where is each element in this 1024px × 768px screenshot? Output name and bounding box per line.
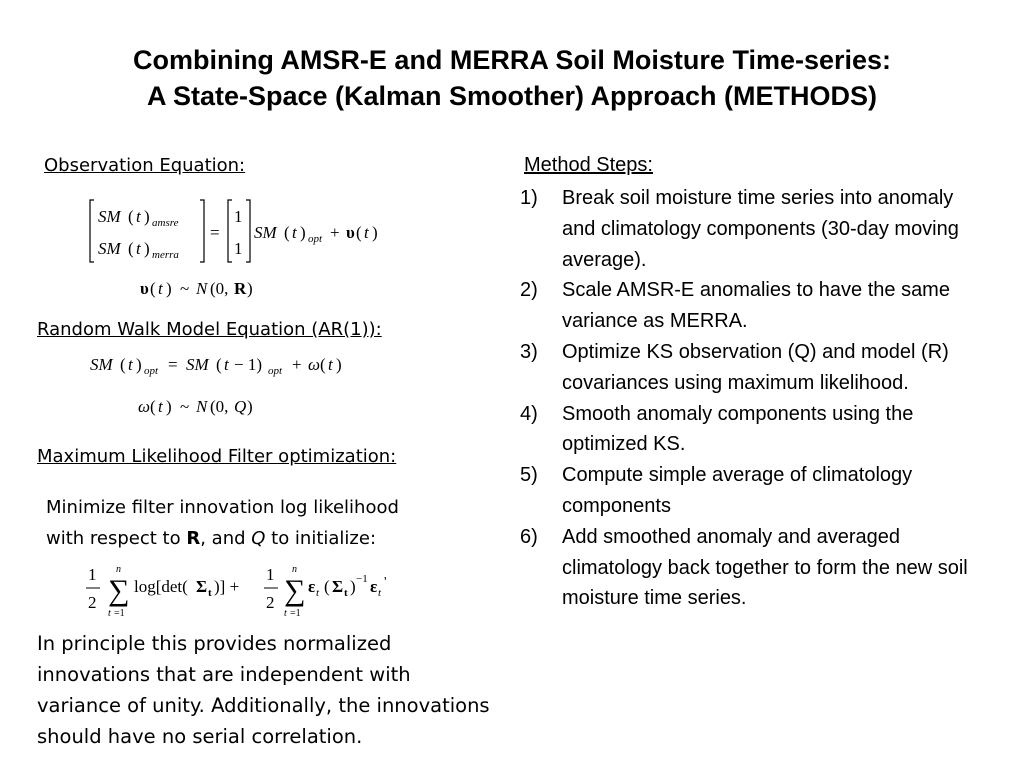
svg-text:(: ( xyxy=(324,577,330,596)
svg-text:t: t xyxy=(378,587,382,599)
method-step xyxy=(520,399,990,461)
svg-text:t: t xyxy=(136,239,141,258)
ml-text-part: to initialize: xyxy=(265,528,377,549)
svg-text:SM: SM xyxy=(90,355,113,374)
step-text: Compute simple average of climatology components xyxy=(562,464,913,517)
svg-text:− 1): − 1) xyxy=(234,355,262,374)
svg-text:t: t xyxy=(364,223,369,242)
svg-text:': ' xyxy=(384,575,387,590)
step-number: 3) xyxy=(520,340,538,363)
svg-text:t: t xyxy=(108,608,111,619)
principle-line: In principle this provides normalized xyxy=(37,632,392,655)
ml-line-1: Minimize filter innovation log likelihood xyxy=(46,497,399,518)
random-walk-equation xyxy=(86,350,386,422)
svg-text:): ) xyxy=(166,279,172,298)
method-step xyxy=(520,183,990,275)
step-number: 2) xyxy=(520,279,538,302)
svg-text:): ) xyxy=(247,279,253,298)
svg-text:): ) xyxy=(336,355,342,374)
svg-text:=1: =1 xyxy=(290,608,301,619)
svg-text:(0,: (0, xyxy=(210,397,229,416)
method-steps-list xyxy=(520,183,990,614)
svg-text:t: t xyxy=(292,223,297,242)
svg-text:): ) xyxy=(136,355,142,374)
svg-text:opt: opt xyxy=(308,233,323,245)
title-line-2: A State-Space (Kalman Smoother) Approach (METHODS) xyxy=(146,81,878,111)
ml-text-bold-r: R xyxy=(186,528,201,549)
svg-text:(: ( xyxy=(128,207,134,226)
svg-text:ω: ω xyxy=(308,355,321,374)
method-step xyxy=(520,522,990,614)
svg-text:υ: υ xyxy=(140,279,149,298)
svg-text:)] +: )] + xyxy=(214,577,240,596)
svg-text:N: N xyxy=(196,397,208,416)
svg-text:+: + xyxy=(292,355,302,374)
svg-text:=: = xyxy=(168,355,178,374)
svg-text:): ) xyxy=(350,577,356,596)
step-text: Break soil moisture time series into anomaly and climatology components (30-day moving average). xyxy=(562,187,959,271)
ml-text-part: with respect to xyxy=(46,528,187,549)
svg-text:t: t xyxy=(158,397,163,416)
method-step xyxy=(520,337,990,399)
method-step xyxy=(520,275,990,337)
svg-text:(: ( xyxy=(120,355,126,374)
svg-text:2: 2 xyxy=(266,593,275,612)
svg-text:): ) xyxy=(144,239,150,258)
svg-text:−1: −1 xyxy=(356,573,368,585)
principle-line: should have no serial correlation. xyxy=(37,725,363,748)
svg-text:): ) xyxy=(144,207,150,226)
svg-text:+: + xyxy=(330,223,340,242)
method-steps-heading: Method Steps: xyxy=(524,154,653,176)
svg-text:n: n xyxy=(292,564,297,575)
ml-line-2 xyxy=(46,523,399,554)
svg-text:(: ( xyxy=(284,223,290,242)
step-text: Smooth anomaly components using the optimized KS. xyxy=(562,402,914,456)
svg-text:t: t xyxy=(344,587,348,599)
svg-text:): ) xyxy=(300,223,306,242)
svg-text:(: ( xyxy=(150,279,156,298)
svg-text:(: ( xyxy=(150,397,156,416)
svg-text:amsre: amsre xyxy=(152,217,179,229)
step-number: 6) xyxy=(520,525,538,548)
svg-text:n: n xyxy=(116,564,121,575)
svg-text:t: t xyxy=(208,587,212,599)
svg-text:∑: ∑ xyxy=(284,574,306,607)
svg-text:): ) xyxy=(247,397,253,416)
svg-text:Q: Q xyxy=(234,397,247,416)
svg-text:ε: ε xyxy=(308,577,316,596)
svg-text:ε: ε xyxy=(370,577,378,596)
svg-text:): ) xyxy=(166,397,172,416)
svg-text:(: ( xyxy=(320,355,326,374)
svg-text:1: 1 xyxy=(266,565,275,584)
step-number: 5) xyxy=(520,464,538,487)
ml-text-italic-q: Q xyxy=(251,528,266,549)
max-likelihood-description xyxy=(46,492,399,554)
svg-text:log[det(: log[det( xyxy=(134,577,188,596)
svg-text:SM: SM xyxy=(254,223,277,242)
svg-text:SM: SM xyxy=(98,207,121,226)
svg-text:∑: ∑ xyxy=(108,574,130,607)
svg-text:=1: =1 xyxy=(114,608,125,619)
principle-line: variance of unity. Additionally, the innovations xyxy=(37,694,490,717)
svg-text:opt: opt xyxy=(144,365,159,377)
step-number: 4) xyxy=(520,402,538,425)
svg-text:(: ( xyxy=(356,223,362,242)
svg-text:Σ: Σ xyxy=(332,577,344,596)
step-text: Scale AMSR-E anomalies to have the same variance as MERRA. xyxy=(562,279,950,333)
log-likelihood-equation xyxy=(86,556,426,626)
max-likelihood-heading: Maximum Likelihood Filter optimization: xyxy=(37,446,397,467)
principle-paragraph xyxy=(37,628,490,752)
svg-text:ω: ω xyxy=(138,397,151,416)
svg-text:SM: SM xyxy=(186,355,209,374)
svg-text:(: ( xyxy=(128,239,134,258)
svg-text:merra: merra xyxy=(152,249,179,261)
svg-text:1: 1 xyxy=(234,207,243,226)
svg-text:(: ( xyxy=(216,355,222,374)
principle-line: innovations that are independent with xyxy=(37,663,411,686)
svg-text:Σ: Σ xyxy=(196,577,208,596)
svg-text:t: t xyxy=(128,355,133,374)
svg-text:R: R xyxy=(234,279,247,298)
step-number: 1) xyxy=(520,187,538,209)
svg-text:t: t xyxy=(158,279,163,298)
svg-text:t: t xyxy=(328,355,333,374)
observation-equation xyxy=(86,196,406,304)
svg-text:t: t xyxy=(136,207,141,226)
svg-text:=: = xyxy=(210,223,220,242)
svg-text:(0,: (0, xyxy=(210,279,229,298)
observation-equation-heading: Observation Equation: xyxy=(44,155,246,176)
svg-text:1: 1 xyxy=(234,239,243,258)
step-text: Add smoothed anomaly and averaged climatology back together to form the new soil moisture time series. xyxy=(562,525,968,610)
svg-text:1: 1 xyxy=(88,565,97,584)
svg-text:2: 2 xyxy=(88,593,97,612)
svg-text:opt: opt xyxy=(268,365,283,377)
svg-text:t: t xyxy=(316,587,320,599)
svg-text:υ: υ xyxy=(346,223,355,242)
svg-text:): ) xyxy=(372,223,378,242)
ml-text-part: , and xyxy=(200,528,252,549)
step-text: Optimize KS observation (Q) and model (R) covariances using maximum likelihood. xyxy=(562,340,949,394)
slide-title xyxy=(0,42,1024,114)
method-step xyxy=(520,460,990,522)
random-walk-heading: Random Walk Model Equation (AR(1)): xyxy=(37,319,382,340)
svg-text:N: N xyxy=(196,279,208,298)
svg-text:~: ~ xyxy=(180,397,190,416)
title-line-1: Combining AMSR-E and MERRA Soil Moisture Time-series: xyxy=(132,45,892,75)
svg-text:t: t xyxy=(224,355,229,374)
svg-text:~: ~ xyxy=(180,279,190,298)
svg-text:t: t xyxy=(284,608,287,619)
svg-text:SM: SM xyxy=(98,239,121,258)
